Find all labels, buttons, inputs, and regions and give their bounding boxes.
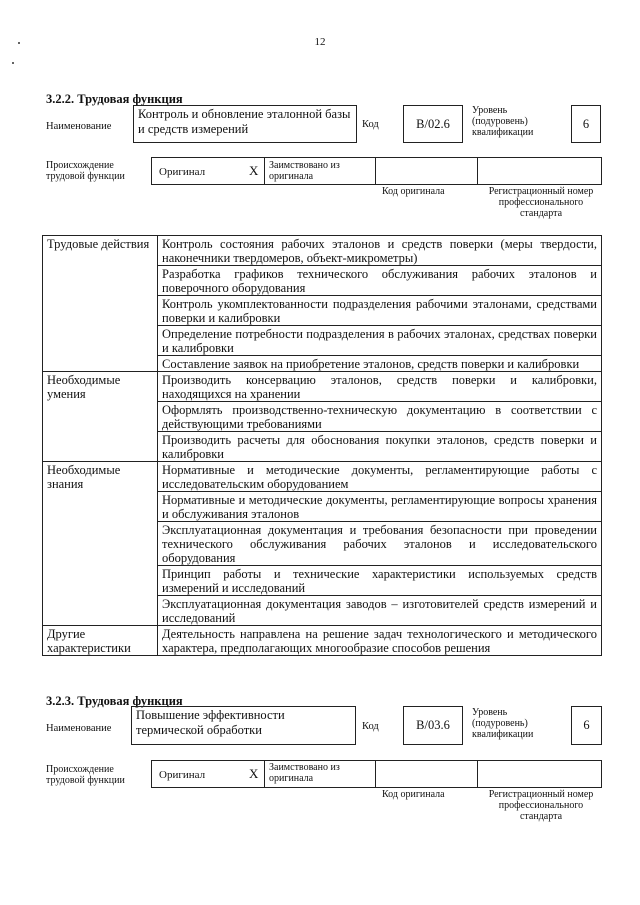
table-row <box>43 462 602 492</box>
level-label: Уровень (подуровень) квалификации <box>472 105 534 138</box>
table-row <box>43 626 602 656</box>
description-cell: Контроль укомплектованности подразделения рабочими эталонами, средствами поверки и калибровки <box>158 296 602 326</box>
description-cell: Производить расчеты для обоснования покупки эталонов, средств поверки и калибровки <box>158 432 602 462</box>
origin-label: Происхождение трудовой функции <box>46 764 125 786</box>
description-cell: Контроль состояния рабочих эталонов и средств поверки (меры твердости, наконечники твердомеров, объект-микрометры) <box>158 236 602 266</box>
table-row <box>43 236 602 266</box>
borrowed-label: Заимствовано из оригинала <box>269 160 340 182</box>
original-mark: X <box>249 766 259 781</box>
borrowed-label: Заимствовано из оригинала <box>269 762 340 784</box>
level-value: 6 <box>571 105 601 143</box>
original-mark: X <box>249 163 259 178</box>
description-cell: Эксплуатационная документация заводов – изготовителей средств измерений и исследований <box>158 596 602 626</box>
description-cell: Нормативные и методические документы, регламентирующие вопросы хранения и обслуживания эталонов <box>158 492 602 522</box>
code-original-label: Код оригинала <box>382 789 445 800</box>
origin-grid <box>151 760 602 788</box>
page-number: 12 <box>314 36 326 48</box>
description-cell: Разработка графиков технического обслуживания рабочих эталонов и поверочного оборудования <box>158 266 602 296</box>
name-value: Повышение эффективности термической обработки <box>131 706 356 745</box>
name-label: Наименование <box>46 723 112 734</box>
description-cell: Эксплуатационная документация и требования безопасности при проведении технического обслуживания рабочих эталонов и исследовательского оборудования <box>158 522 602 566</box>
origin-label: Происхождение трудовой функции <box>46 160 125 182</box>
original-label: Оригинал <box>159 769 206 781</box>
section-title: 3.2.2. Трудовая функция <box>46 92 183 106</box>
category-cell: Трудовые действия <box>43 236 158 372</box>
description-cell: Деятельность направлена на решение задач технологического и методического характера, предполагающих многообразие способов решения <box>158 626 602 656</box>
level-value: 6 <box>571 706 602 745</box>
code-label: Код <box>362 119 379 130</box>
table-row <box>43 372 602 402</box>
original-label: Оригинал <box>159 166 206 178</box>
description-cell: Оформлять производственно-техническую документацию в соответствии с действующими требованиями <box>158 402 602 432</box>
scan-dot <box>18 42 20 44</box>
code-value: B/03.6 <box>403 706 463 745</box>
reg-number-label: Регистрационный номер профессионального стандарта <box>488 186 594 219</box>
reg-number-label: Регистрационный номер профессионального стандарта <box>488 789 594 822</box>
category-cell: Необходимые умения <box>43 372 158 462</box>
level-label: Уровень (подуровень) квалификации <box>472 707 534 740</box>
origin-grid <box>151 157 602 185</box>
code-value: B/02.6 <box>403 105 463 143</box>
description-cell: Определение потребности подразделения в рабочих эталонах, средствах поверки и калибровки <box>158 326 602 356</box>
category-cell: Другие характеристики <box>43 626 158 656</box>
description-cell: Принцип работы и технические характеристики используемых средств измерений и исследований <box>158 566 602 596</box>
name-value: Контроль и обновление эталонной базы и средств измерений <box>133 105 357 143</box>
scan-dot <box>12 62 14 64</box>
code-label: Код <box>362 721 379 732</box>
category-cell: Необходимые знания <box>43 462 158 626</box>
description-cell: Нормативные и методические документы, регламентирующие работы с исследовательским оборудованием <box>158 462 602 492</box>
description-cell: Составление заявок на приобретение эталонов, средств поверки и калибровки <box>158 356 602 372</box>
labor-function-table <box>42 235 602 656</box>
code-original-label: Код оригинала <box>382 186 445 197</box>
name-label: Наименование <box>46 121 112 132</box>
description-cell: Производить консервацию эталонов, средств поверки и калибровки, находящихся на хранении <box>158 372 602 402</box>
section-title: 3.2.3. Трудовая функция <box>46 694 183 708</box>
